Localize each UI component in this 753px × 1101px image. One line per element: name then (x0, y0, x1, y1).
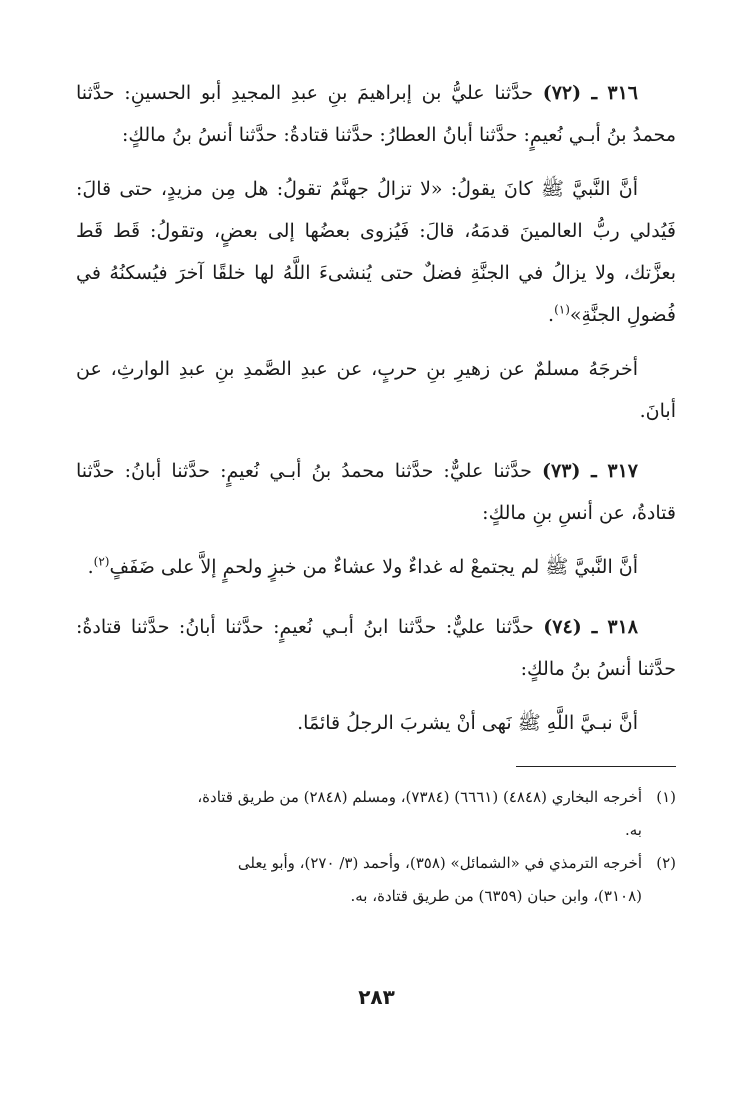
footnote-marker: (٢) (93, 554, 110, 569)
footnotes (76, 781, 676, 913)
footnote-text: (٣١٠٨)، وابن حبان (٦٣٥٩) من طريق قتادة، به. (350, 887, 642, 905)
footnote-text: به. (625, 821, 642, 839)
hadith-316-matn (76, 168, 676, 336)
matn-end: . (87, 556, 94, 578)
footnote-number: (١) (656, 788, 676, 806)
isnad-line: حدَّثنا محمدُ بنُ أبـي نُعيمٍ: حدَّثنا أبانُ العطارُ: حدَّثنا قتادةُ: حدَّثنا (76, 82, 676, 146)
matn-text: أنَّ النَّبيَّ ﷺ لم يجتمعْ له غداءٌ ولا عشاءٌ من خبزٍ ولحمٍ إلاَّ على ضَفَفٍ (109, 556, 638, 578)
isnad-text: حدَّثنا عليٌّ: حدَّثنا محمدُ بنُ أبـي نُعيمٍ: حدَّثنا أبانُ: حدَّثنا قتادةُ، عن أنسِ بنِ مالكٍ: (76, 460, 676, 524)
footnote-1 (76, 781, 676, 814)
page-number: ٢٨٣ (358, 985, 395, 1009)
hadith-number: ٣١٦ ـ (٧٢) (542, 82, 638, 104)
hadith-317-isnad (76, 450, 676, 534)
footnote-text: أخرجه البخاري (٤٨٤٨) (٦٦٦١) (٧٣٨٤)، ومسلم (٢٨٤٨) من طريق قتادة، (197, 788, 642, 806)
hadith-318 (76, 606, 676, 744)
hadith-316 (76, 72, 676, 432)
footnote-2-cont (76, 880, 676, 913)
hadith-316-takhrij (76, 348, 676, 432)
footnote-divider (516, 766, 676, 767)
matn-text: أنَّ نبـيَّ اللَّهِ ﷺ نَهى أنْ يشربَ الرجلُ قائمًا. (297, 712, 638, 734)
book-page (76, 72, 676, 913)
footnote-number: (٢) (656, 854, 676, 872)
hadith-317-matn (76, 546, 676, 588)
footnote-text: أخرجه الترمذي في «الشمائل» (٣٥٨)، وأحمد (٣/ ٢٧٠)، وأبو يعلى (237, 854, 642, 872)
takhrij-text: أخرجَهُ مسلمٌ عن زهيرِ بنِ حربٍ، عن عبدِ الصَّمدِ بنِ عبدِ الوارثِ، عن أبانَ. (76, 358, 676, 422)
footnote-2 (76, 847, 676, 880)
hadith-317 (76, 450, 676, 588)
hadith-318-matn (76, 702, 676, 744)
hadith-number: ٣١٨ ـ (٧٤) (543, 616, 638, 638)
hadith-318-isnad (76, 606, 676, 690)
footnote-marker: (١) (554, 302, 570, 317)
footnote-1-cont (76, 814, 676, 847)
isnad-line: أنسُ بنُ مالكٍ: (121, 124, 233, 146)
hadith-316-isnad (76, 72, 676, 156)
isnad-text: حدَّثنا عليٌّ: حدَّثنا ابنُ أبـي نُعيمٍ: حدَّثنا أبانُ: حدَّثنا قتادةُ: حدَّثنا أنسُ بنُ مالكٍ: (76, 616, 676, 680)
matn-text: أنَّ النَّبيَّ ﷺ كانَ يقولُ: «لا تزالُ جهنَّمُ تقولُ: هل مِن مزيدٍ، حتى قالَ: فَيُدلي ربُّ العالمينَ قدمَهُ، قالَ: فَيُزوى بعضُها إلى بعضٍ، وتقولُ: قَط قَط بعزَّتك، ولا يزالُ في الجنَّةِ فضلٌ حتى يُنشىءَ اللَّهُ لها خلقًا آخرَ فيُسكنُهُ في فُضولِ الجنَّةِ» (76, 178, 676, 326)
isnad-line: حدَّثنا عليُّ بن إبراهيمَ بنِ عبدِ المجيدِ أبو الحسينِ: (124, 82, 533, 104)
matn-end: . (548, 304, 555, 326)
hadith-number: ٣١٧ ـ (٧٣) (542, 460, 638, 482)
